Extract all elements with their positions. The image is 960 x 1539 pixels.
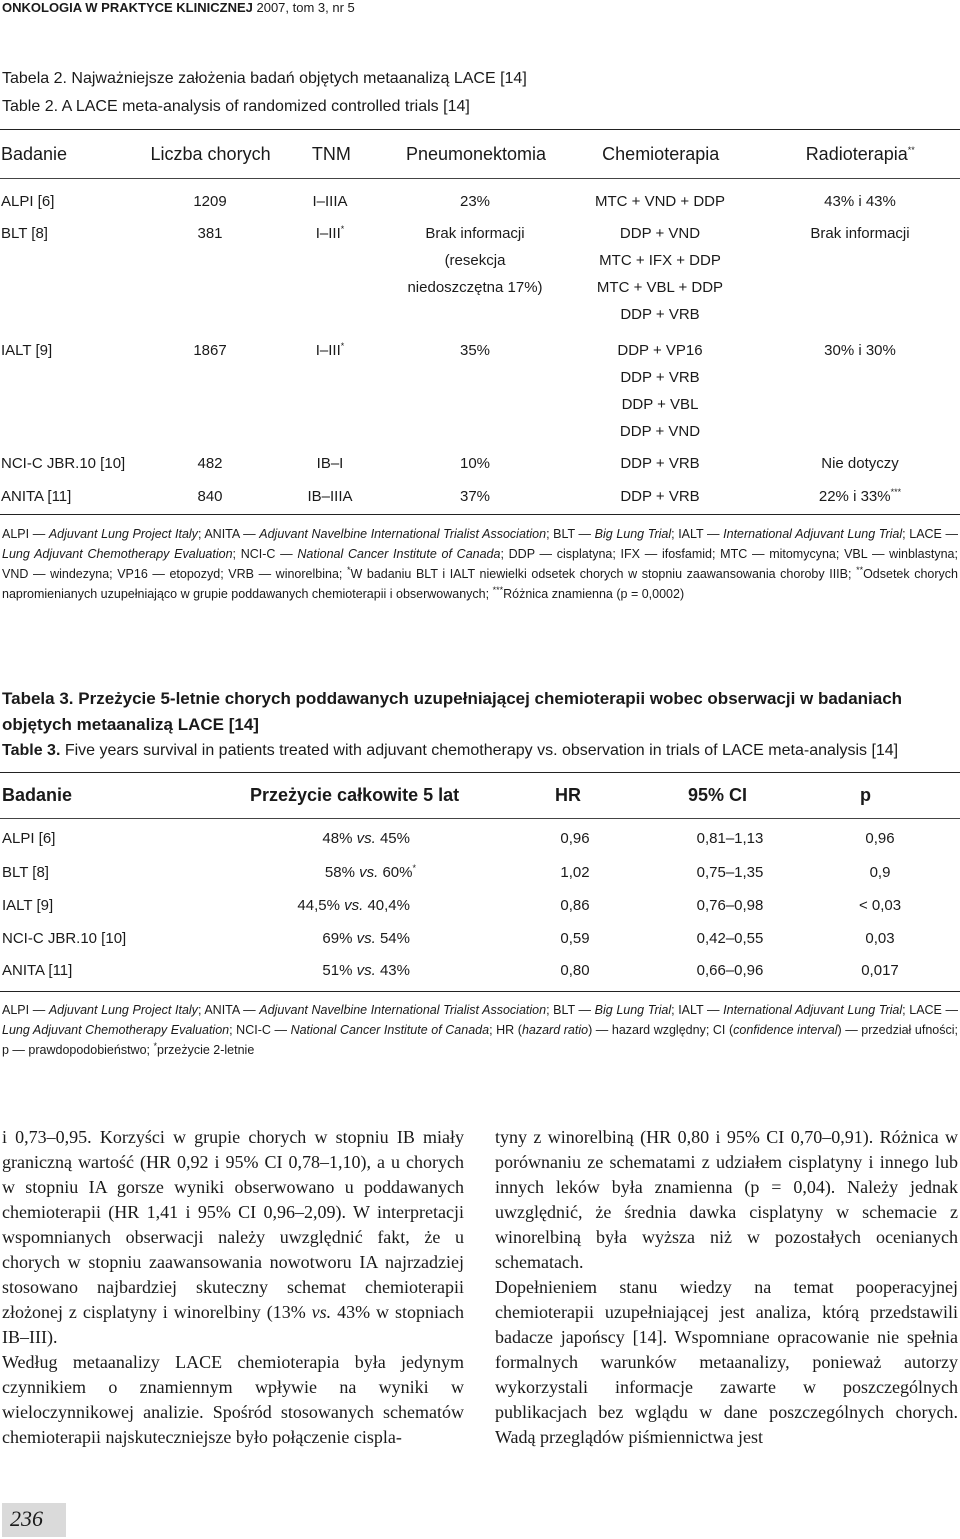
table2-header-row bbox=[0, 138, 960, 170]
hr-cell: 0,86 bbox=[560, 897, 590, 914]
note-text: Big Lung Trial bbox=[594, 1003, 672, 1017]
survival-a: 58% bbox=[324, 864, 355, 881]
cell: ANITA [11] bbox=[1, 488, 72, 505]
note-text: ; BLT — bbox=[546, 1003, 595, 1017]
cell: 30% i 30% bbox=[824, 342, 896, 359]
running-header bbox=[2, 0, 355, 15]
table-row bbox=[0, 449, 960, 482]
p-cell: < 0,03 bbox=[858, 897, 902, 914]
note-text: confidence interval bbox=[733, 1023, 838, 1037]
hr-cell: 0,59 bbox=[560, 930, 590, 947]
note-text: National Cancer Institute of Canada bbox=[297, 547, 501, 561]
col-header: 95% CI bbox=[688, 785, 748, 805]
survival-a: 44,5% bbox=[297, 897, 340, 914]
cell: IB–IIIA bbox=[307, 488, 353, 505]
note-text: International Adjuvant Lung Trial bbox=[723, 1003, 903, 1017]
note-text: Adjuvant Navelbine International Trialist Association bbox=[259, 527, 547, 541]
cell-line: niedoszczętna 17%) bbox=[407, 279, 543, 296]
cell-line: DDP + VRB bbox=[620, 369, 700, 386]
note-text: ; DDP — cisplatyna; IFX — ifosfamid; MTC — mitomycyna; VBL — winblastyna; VND — windezyna; VP16 — etopozyd; VRB — winorelbina; bbox=[2, 547, 958, 581]
caption-text: Najważniejsze założenia badań objętych metaanalizą LACE [14] bbox=[71, 70, 527, 87]
hr-cell: 1,02 bbox=[560, 864, 590, 881]
note-text: Lung Adjuvant Chemotherapy Evaluation bbox=[2, 547, 233, 561]
cell-text: I–III bbox=[315, 225, 341, 242]
note-text: Lung Adjuvant Chemotherapy Evaluation bbox=[2, 1023, 230, 1037]
hr-cell: 0,80 bbox=[560, 962, 590, 979]
note-text: National Cancer Institute of Canada bbox=[290, 1023, 490, 1037]
cell-line: Brak informacji bbox=[425, 225, 525, 242]
table2-footnote bbox=[2, 524, 958, 604]
col-header: HR bbox=[555, 785, 581, 805]
note-text: ) — przedział ufności; p — prawdopodobieństwo; bbox=[2, 1023, 958, 1057]
note-text: ; BLT — bbox=[546, 527, 595, 541]
table-row bbox=[0, 482, 960, 512]
note-text: Odsetek chorych napromienianych uzupełniająco w grupie poddawanych chemioterapii i obserwowanych; bbox=[2, 567, 958, 601]
ci-cell: 0,75–1,35 bbox=[696, 864, 764, 881]
paragraph: Dopełnieniem stanu wiedzy na temat pooperacyjnej chemioterapii uzupełniającej jest analiza, którą przedstawili badacze japońscy [14]. Wspomniane opracowanie nie spełnia formalnych warunków metaanalizy, ponieważ autorzy wykorzystali informacje zawarte w poszczególnych publikacjach bez wglądu w dane poszczególnych chorych. Wadą przeglądów piśmiennictwa jest bbox=[495, 1277, 958, 1447]
study-name-cell: ANITA [11] bbox=[2, 962, 73, 979]
cell: Nie dotyczy bbox=[821, 455, 899, 472]
hr-cell: 0,96 bbox=[560, 830, 590, 847]
cell: Brak informacji bbox=[810, 225, 910, 242]
cell: 37% bbox=[459, 488, 491, 505]
note-text: ; IALT — bbox=[671, 1003, 724, 1017]
table3-caption-en bbox=[2, 742, 898, 760]
table2-header-rule bbox=[0, 178, 960, 179]
survival-b: 45% bbox=[379, 830, 410, 847]
table3-footnote bbox=[2, 1000, 958, 1060]
note-text: ; HR ( bbox=[489, 1023, 522, 1037]
survival-b: 43% bbox=[379, 962, 410, 979]
footnote-mark: * bbox=[346, 564, 351, 575]
cell-line: DDP + VBL bbox=[621, 396, 699, 413]
cell-line: DDP + VND bbox=[619, 225, 701, 242]
note-text: International Adjuvant Lung Trial bbox=[723, 527, 903, 541]
cell bbox=[270, 336, 390, 449]
cell: IB–I bbox=[316, 455, 344, 472]
para-text: i 0,73–0,95. Korzyści w grupie chorych w stopniu IB miały graniczną wartość (HR 0,92 i 95% CI 0,78–1,10), a u chorych w stopniu IA gorsze wyniki obserwowano u poddawanych chemioterapii (HR 1,41 i 95% CI 0,96–2,09). W interpretacji wspomnianych obserwacji należy uwzględnić fakt, że u chorych w stopniu zaawansowania nowotworu IA najrzadziej stosowano najbardziej skuteczny schemat chemioterapii złożonej z cisplatyny i winorelbiny (13% bbox=[2, 1127, 464, 1322]
col-header: Liczba chorych bbox=[150, 143, 271, 164]
note-text: ALPI — bbox=[2, 1003, 49, 1017]
p-cell: 0,017 bbox=[861, 962, 899, 979]
caption-text: A LACE meta-analysis of randomized controlled trials [14] bbox=[61, 98, 470, 115]
journal-issue: 2007, tom 3, nr 5 bbox=[256, 0, 355, 15]
survival-b: 54% bbox=[379, 930, 410, 947]
note-text: Adjuvant Navelbine International Trialist Association bbox=[259, 1003, 547, 1017]
col-header: TNM bbox=[311, 143, 351, 164]
note-text: ; ANITA — bbox=[197, 527, 260, 541]
footnote-mark: ** bbox=[856, 564, 864, 575]
cell: 43% i 43% bbox=[824, 193, 896, 210]
survival-cell bbox=[250, 962, 410, 979]
vs-text: vs. bbox=[356, 962, 376, 979]
cell: NCI-C JBR.10 [10] bbox=[1, 455, 126, 472]
table2-body bbox=[0, 187, 960, 512]
study-name-cell: NCI-C JBR.10 [10] bbox=[2, 930, 127, 947]
body-column-left bbox=[2, 1125, 464, 1450]
cell-text: I–III bbox=[315, 342, 341, 359]
cell: I–IIIA bbox=[312, 193, 348, 210]
cell bbox=[270, 219, 390, 336]
cell-text: 22% i 33% bbox=[818, 488, 891, 505]
table-row bbox=[0, 187, 960, 219]
note-text: ; LACE — bbox=[902, 527, 959, 541]
vs-text: vs. bbox=[356, 830, 376, 847]
cell: IALT [9] bbox=[1, 342, 53, 359]
paragraph bbox=[2, 1125, 464, 1350]
page-number: 236 bbox=[10, 1506, 43, 1531]
table2-caption-pl bbox=[2, 70, 527, 88]
body-column-right bbox=[495, 1125, 958, 1450]
caption-label: Table 2. bbox=[2, 98, 59, 115]
note-text: Big Lung Trial bbox=[594, 527, 672, 541]
survival-a: 51% bbox=[322, 962, 353, 979]
table3-bottom-rule bbox=[0, 991, 960, 992]
cell: 482 bbox=[197, 455, 223, 472]
cell bbox=[390, 219, 560, 336]
cell bbox=[560, 219, 760, 336]
note-text: ; LACE — bbox=[902, 1003, 959, 1017]
table2-top-rule bbox=[0, 129, 960, 130]
paragraph: Według metaanalizy LACE chemioterapia była jedynym czynnikiem o znamiennym wpływie na wyniki w wieloczynnikowej analizie. Spośród stosowanych schematów chemioterapii najskuteczniejsze było połączenie cispla- bbox=[2, 1352, 464, 1447]
caption-text: Five years survival in patients treated with adjuvant chemotherapy vs. observation in trials of LACE meta-analysis [14] bbox=[64, 742, 899, 759]
survival-cell bbox=[250, 897, 410, 914]
col-header: Pneumonektomia bbox=[405, 143, 547, 164]
table-row bbox=[0, 219, 960, 336]
table2-bottom-rule bbox=[0, 514, 960, 515]
col-header: Badanie bbox=[1, 143, 68, 164]
caption-label: Table 3. bbox=[2, 742, 61, 759]
study-name-cell: ALPI [6] bbox=[2, 830, 56, 847]
table3-top-rule bbox=[0, 772, 960, 773]
para-text: 43% w stopniach IB–III). bbox=[2, 1302, 464, 1347]
note-text: ; ANITA — bbox=[197, 1003, 260, 1017]
survival-b: 40,4% bbox=[367, 897, 410, 914]
vs-text: vs. bbox=[356, 930, 376, 947]
p-cell: 0,03 bbox=[865, 930, 895, 947]
p-cell: 0,96 bbox=[865, 830, 895, 847]
cell: 35% bbox=[459, 342, 491, 359]
cell: DDP + VRB bbox=[620, 488, 700, 505]
cell: DDP + VRB bbox=[620, 455, 700, 472]
note-text: ; NCI-C — bbox=[229, 1023, 291, 1037]
note-text: Adjuvant Lung Project Italy bbox=[48, 1003, 198, 1017]
cell-line: MTC + IFX + DDP bbox=[599, 252, 721, 269]
survival-a: 48% bbox=[322, 830, 353, 847]
footnote-mark: * bbox=[340, 341, 345, 351]
table3-caption-pl bbox=[2, 686, 958, 738]
vs-text: vs. bbox=[344, 897, 364, 914]
cell: 381 bbox=[197, 225, 223, 242]
table2-caption-en bbox=[2, 98, 470, 116]
journal-name: ONKOLOGIA W PRAKTYCE KLINICZNEJ bbox=[2, 0, 253, 15]
table-row bbox=[0, 336, 960, 449]
survival-b: 60% bbox=[382, 864, 413, 881]
caption-label: Tabela 2. bbox=[2, 70, 67, 87]
footnote-mark: *** bbox=[890, 487, 902, 497]
cell bbox=[760, 482, 960, 512]
table2 bbox=[0, 138, 960, 170]
cell-line: MTC + VBL + DDP bbox=[596, 279, 724, 296]
col-header: Chemioterapia bbox=[602, 143, 720, 164]
cell-line: DDP + VRB bbox=[620, 306, 700, 323]
paragraph: tyny z winorelbiną (HR 0,80 i 95% CI 0,70–0,91). Różnica w porównaniu ze schematami z udziałem cisplatyny i innego lub innych leków była znamienna (p = 0,04). Należy jednak uwzględnić, że średnia dawka cisplatyny w schemacie z winorelbiną była wyższa niż w pozostałych ocenianych schematach. bbox=[495, 1127, 958, 1272]
note-text: ; IALT — bbox=[671, 527, 724, 541]
para-text: vs. bbox=[311, 1302, 332, 1322]
footnote-mark: * bbox=[412, 863, 416, 873]
cell: MTC + VND + DDP bbox=[594, 193, 726, 210]
ci-cell: 0,76–0,98 bbox=[696, 897, 764, 914]
survival-cell bbox=[250, 864, 416, 881]
p-cell: 0,9 bbox=[869, 864, 891, 881]
survival-a: 69% bbox=[322, 930, 353, 947]
cell: 840 bbox=[197, 488, 223, 505]
survival-cell bbox=[250, 830, 410, 847]
cell bbox=[560, 336, 760, 449]
cell: 1209 bbox=[193, 193, 227, 210]
radio-header: Radioterapia bbox=[805, 143, 908, 164]
ci-cell: 0,81–1,13 bbox=[696, 830, 764, 847]
cell-line: DDP + VP16 bbox=[617, 342, 703, 359]
note-text: Różnica znamienna (p = 0,0002) bbox=[503, 587, 685, 601]
note-text: Adjuvant Lung Project Italy bbox=[48, 527, 198, 541]
study-name-cell: BLT [8] bbox=[2, 864, 49, 881]
note-text: ) — hazard względny; CI ( bbox=[588, 1023, 734, 1037]
footnote-mark: * bbox=[153, 1040, 157, 1051]
note-text: przeżycie 2-letnie bbox=[157, 1043, 255, 1057]
note-text: ALPI — bbox=[2, 527, 49, 541]
note-text: ; NCI-C — bbox=[232, 547, 298, 561]
note-text: hazard ratio bbox=[521, 1023, 589, 1037]
cell: 10% bbox=[459, 455, 491, 472]
footnote-mark: ** bbox=[907, 144, 915, 155]
cell: ALPI [6] bbox=[1, 193, 55, 210]
col-header: p bbox=[860, 785, 871, 805]
cell: 1867 bbox=[193, 342, 227, 359]
footnote-mark: * bbox=[340, 224, 345, 234]
note-text: W badaniu BLT i IALT niewielki odsetek chorych w stopniu zaawansowania choroby IIIB; bbox=[350, 567, 857, 581]
col-header: Badanie bbox=[2, 785, 73, 805]
vs-text: vs. bbox=[359, 864, 379, 881]
table3-header-rule bbox=[0, 818, 960, 819]
survival-cell bbox=[250, 930, 410, 947]
study-name-cell: IALT [9] bbox=[2, 897, 54, 914]
ci-cell: 0,66–0,96 bbox=[696, 962, 764, 979]
cell-line: (resekcja bbox=[444, 252, 506, 269]
ci-cell: 0,42–0,55 bbox=[696, 930, 764, 947]
footnote-mark: *** bbox=[492, 584, 504, 595]
col-header: Przeżycie całkowite 5 lat bbox=[250, 785, 460, 805]
cell-line: DDP + VND bbox=[619, 423, 701, 440]
caption-label: Tabela 3. bbox=[2, 689, 74, 708]
cell: BLT [8] bbox=[1, 225, 48, 242]
col-header bbox=[760, 138, 960, 170]
cell: 23% bbox=[459, 193, 491, 210]
caption-text: Przeżycie 5-letnie chorych poddawanych uzupełniającej chemioterapii wobec obserwacji w badaniach objętych metaanalizą LACE [14] bbox=[2, 689, 903, 734]
